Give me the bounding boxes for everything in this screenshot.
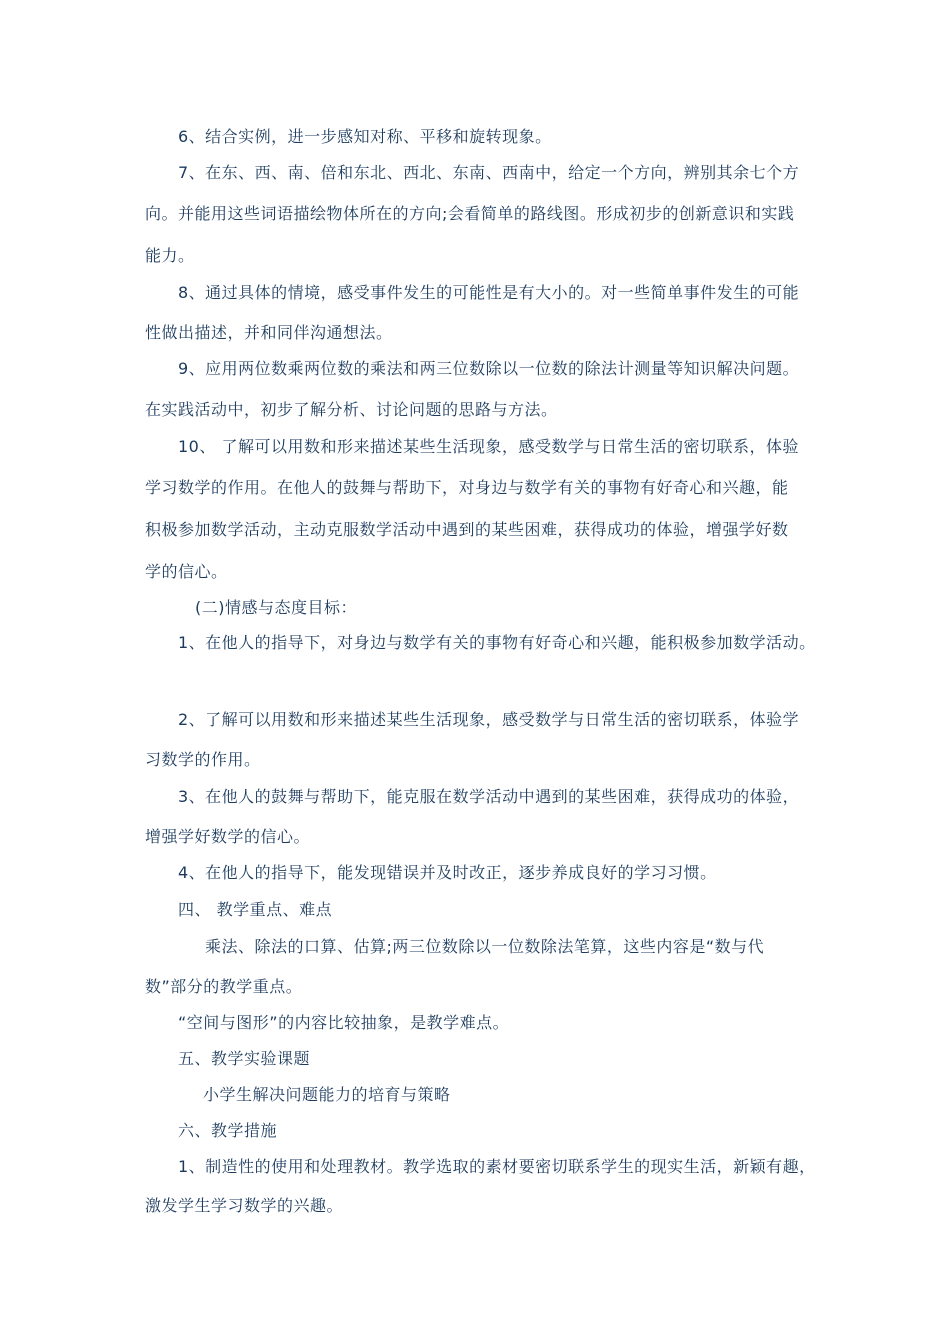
section-heading: 六、教学措施 <box>178 1121 278 1140</box>
paragraph-line: 小学生解决问题能力的培育与策略 <box>203 1085 451 1104</box>
paragraph-line: 1、制造性的使用和处理教材。教学选取的素材要密切联系学生的现实生活，新颖有趣， <box>178 1157 816 1176</box>
paragraph-line: 7、在东、西、南、倍和东北、西北、东南、西南中，给定一个方向，辨别其余七个方 <box>178 163 800 182</box>
paragraph-line: 习数学的作用。 <box>145 750 261 769</box>
paragraph-line: 8、通过具体的情境，感受事件发生的可能性是有大小的。对一些简单事件发生的可能 <box>178 283 800 302</box>
section-heading: 五、教学实验课题 <box>178 1049 311 1068</box>
paragraph-line: 积极参加数学活动，主动克服数学活动中遇到的某些困难，获得成功的体验，增强学好数 <box>145 520 789 539</box>
paragraph-line: 能力。 <box>145 246 195 265</box>
section-heading: (二)情感与态度目标： <box>195 598 357 617</box>
paragraph-line: 1、在他人的指导下，对身边与数学有关的事物有好奇心和兴趣，能积极参加数学活动。 <box>178 633 816 652</box>
paragraph-line: 性做出描述，并和同伴沟通想法。 <box>145 323 393 342</box>
paragraph-line: 4、在他人的指导下，能发现错误并及时改正，逐步养成良好的学习习惯。 <box>178 863 717 882</box>
paragraph-line: 9、应用两位数乘两位数的乘法和两三位数除以一位数的除法计测量等知识解决问题。 <box>178 359 800 378</box>
paragraph-line: 学习数学的作用。在他人的鼓舞与帮助下，对身边与数学有关的事物有好奇心和兴趣，能 <box>145 478 789 497</box>
paragraph-line: 数”部分的教学重点。 <box>145 977 303 996</box>
paragraph-line: 增强学好数学的信心。 <box>145 827 311 846</box>
paragraph-line: 在实践活动中，初步了解分析、讨论问题的思路与方法。 <box>145 400 558 419</box>
section-heading: 四、 教学重点、难点 <box>178 900 333 919</box>
paragraph-line: 6、结合实例，进一步感知对称、平移和旋转现象。 <box>178 127 552 146</box>
paragraph-line: 向。并能用这些词语描绘物体所在的方向;会看简单的路线图。形成初步的创新意识和实践 <box>145 204 795 223</box>
paragraph-line: 激发学生学习数学的兴趣。 <box>145 1196 344 1215</box>
paragraph-line: 乘法、除法的口算、估算;两三位数除以一位数除法笔算，这些内容是“数与代 <box>205 937 765 956</box>
paragraph-line: “空间与图形”的内容比较抽象，是教学难点。 <box>178 1013 510 1032</box>
paragraph-line: 学的信心。 <box>145 562 228 581</box>
paragraph-line: 2、了解可以用数和形来描述某些生活现象，感受数学与日常生活的密切联系，体验学 <box>178 710 800 729</box>
paragraph-line: 3、在他人的鼓舞与帮助下，能克服在数学活动中遇到的某些困难，获得成功的体验， <box>178 787 800 806</box>
paragraph-line: 10、 了解可以用数和形来描述某些生活现象，感受数学与日常生活的密切联系，体验 <box>178 437 799 456</box>
